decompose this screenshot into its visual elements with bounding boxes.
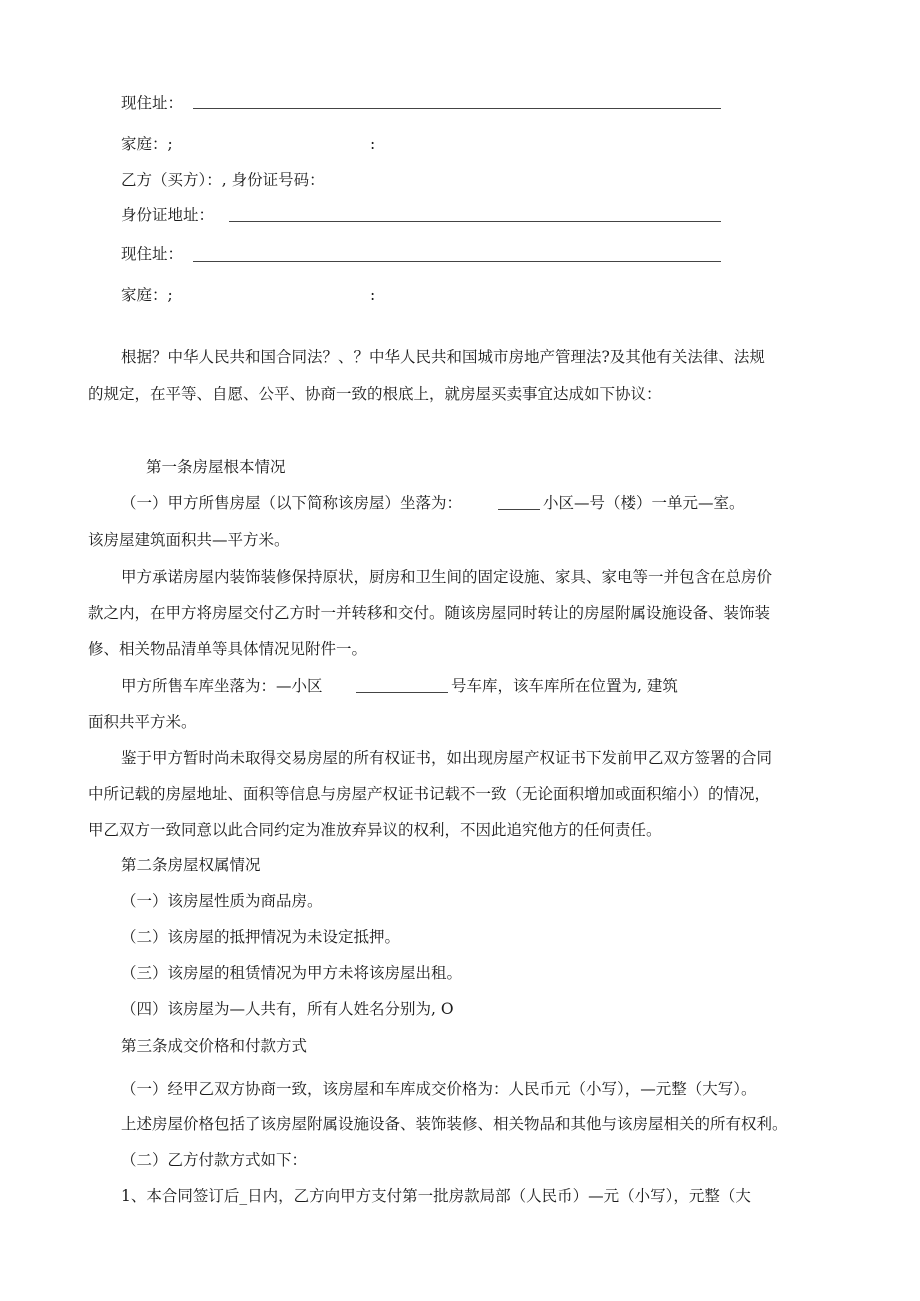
party-a-home-label: 家庭：; [121,135,173,153]
article-1-garage-line-2: 面积共平方米。 [88,713,197,731]
party-b-current-address-field[interactable] [193,261,721,262]
article-1-garage-part-a: 甲方所售车库坐落为：—小区 [121,677,323,695]
article-1-garage-blank[interactable] [356,692,448,693]
article-1-decor-line-3: 修、相关物品清单等具体情况见附件一。 [88,640,368,658]
party-b-current-address-label: 现住址： [121,245,184,263]
article-2-item-2: （二）该房屋的抵押情况为未设定抵押。 [121,928,401,946]
article-3-item-1-continued: 上述房屋价格包括了该房屋附属设施设备、装饰装修、相关物品和其他与该房屋相关的所有权利。 [121,1115,788,1133]
article-1-decor-line-1: 甲方承诺房屋内装饰装修保持原状，厨房和卫生间的固定设施、家具、家电等一并包含在总房价 [121,568,773,586]
party-a-home-colon: : [370,135,376,153]
article-2-title: 第二条房屋权属情况 [121,856,261,874]
article-1-decor-line-2: 款之内，在甲方将房屋交付乙方时一并转移和交付。随该房屋同时转让的房屋附属设施设备、装饰装 [88,604,771,622]
article-3-item-1: （一）经甲乙双方协商一致，该房屋和车库成交价格为：人民币元（小写），—元整（大写）。 [121,1080,757,1098]
article-1-complex-blank[interactable] [498,509,540,510]
article-2-item-3: （三）该房屋的租赁情况为甲方未将该房屋出租。 [121,964,463,982]
article-1-area: 该房屋建筑面积共—平方米。 [88,531,290,549]
preamble-line-1: 根据？中华人民共和国合同法？、？中华人民共和国城市房地产管理法?及其他有关法律、法规 [121,348,765,366]
party-b-home-colon: : [370,286,376,304]
party-b-intro: 乙方（买方）：, 身份证号码： [121,171,325,189]
preamble-line-2: 的规定，在平等、自愿、公平、协商一致的根底上，就房屋买卖事宜达成如下协议： [88,385,662,403]
party-a-current-address-label: 现住址： [121,94,184,112]
article-1-cert-line-2: 中所记载的房屋地址、面积等信息与房屋产权证书记载不一致（无论面积增加或面积缩小）的情况， [88,785,771,803]
party-b-home-label: 家庭：; [121,286,173,304]
article-2-item-1: （一）该房屋性质为商品房。 [121,892,323,910]
party-b-id-address-field[interactable] [229,221,721,222]
article-3-payment-1: 1、本合同签订后_日内，乙方向甲方支付第一批房款局部（人民币）—元（小写），元整（大 [121,1187,751,1205]
article-1-cert-line-1: 鉴于甲方暂时尚未取得交易房屋的所有权证书，如出现房屋产权证书下发前甲乙双方签署的合同 [121,749,773,767]
article-3-item-2: （二）乙方付款方式如下： [121,1151,308,1169]
article-1-item-1-part-a: （一）甲方所售房屋（以下简称该房屋）坐落为： [121,494,463,512]
party-a-current-address-field[interactable] [193,108,721,109]
article-1-garage-part-b: 号车库，该车库所在位置为, 建筑 [451,677,678,695]
party-b-id-address-label: 身份证地址： [121,206,215,224]
article-1-cert-line-3: 甲乙双方一致同意以此合同约定为准放弃异议的权利，不因此追究他方的任何责任。 [88,821,662,839]
article-1-item-1-part-b: 小区—号（楼）一单元—室。 [543,494,745,512]
article-3-title: 第三条成交价格和付款方式 [121,1037,308,1055]
article-1-title: 第一条房屋根本情况 [146,458,286,476]
article-2-item-4: （四）该房屋为—人共有，所有人姓名分别为, O [121,1000,454,1018]
